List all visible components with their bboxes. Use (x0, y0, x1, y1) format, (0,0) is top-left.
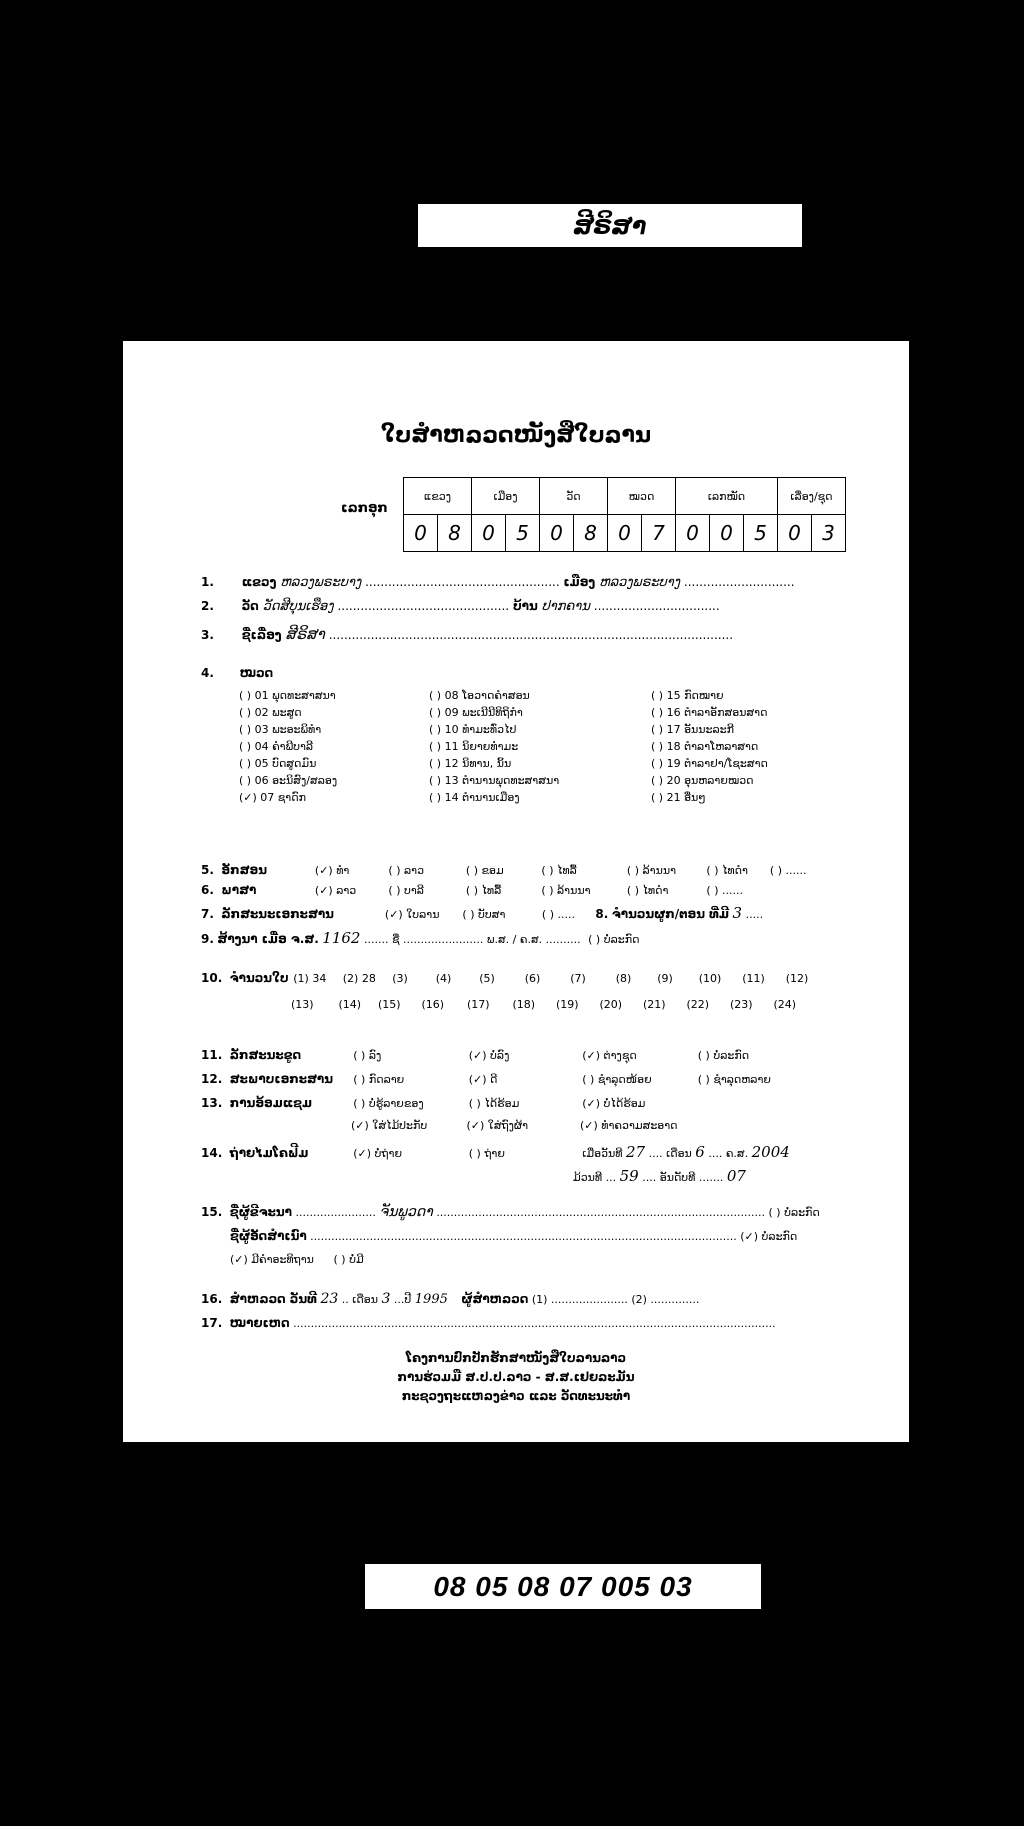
ref-digit: 0 (472, 515, 506, 552)
category-option[interactable]: ( ) 19 ຕຳລາຢາ/ໂຊະສາດ (651, 757, 768, 770)
language-option[interactable]: ( ) ...... (706, 884, 743, 897)
field-microfilm-row: 14. ຖ່າຍໄມໂຄຟີມ (✓) ບໍ່ຖ່າຍ ( ) ຖ່າຍ ເມື່ອວັນທີ 27 .... ເດືອນ 6 .... ຄ.ສ. 2004 (201, 1143, 790, 1161)
field-value: ປາກຄານ (541, 599, 590, 614)
field-label: ຊື່ຜູ້ຂີຈະນາ (229, 1205, 292, 1219)
surveyor-2: (2) .............. (631, 1293, 700, 1306)
survey-year: 1995 (414, 1292, 448, 1307)
field-label: ໝາຍເຫດ (229, 1316, 290, 1330)
leaf-count: (24) (773, 998, 797, 1011)
field-number: 4. (201, 666, 214, 680)
category-option[interactable]: ( ) 04 ຄຳພີບາລີ (239, 740, 314, 753)
field-number: 13. (201, 1096, 223, 1110)
dotted-line: ................................................... (365, 575, 560, 589)
script-option[interactable]: ( ) ຂອມ (465, 864, 504, 877)
field-label: ຊື່ຜູ້ອັດສຳເນົາ (230, 1229, 307, 1243)
collection-title-label: ສີຣິສາ (418, 204, 802, 247)
category-option[interactable]: ( ) 15 ກົດໝາຍ (651, 689, 724, 702)
footer-project: ໂຄງການປົກປັກຮັກສາໜັງສືໃບລານລາວ (405, 1351, 627, 1365)
microfilm-option[interactable]: (✓) ບໍ່ຖ່າຍ (353, 1147, 403, 1160)
field-donor-row: 15. ຊື່ຜູ້ຂີຈະນາ ....................... ຈັນພູວດາ .............................................................................................. ( ) ບໍ່ລະກົດ (201, 1204, 820, 1220)
leaf-count: (4) (435, 972, 452, 985)
microfilm-roll: 59 (619, 1167, 639, 1185)
ref-digit: 0 (676, 515, 710, 552)
leaf-count: (2) 28 (342, 972, 376, 985)
field-label: ລັກສະນະເອກະສານ (221, 907, 334, 921)
field-number: 15. (201, 1205, 223, 1219)
ref-header: ເມືອງ (472, 478, 540, 515)
field-label: ແຂວງ (241, 575, 277, 589)
preservation-option[interactable]: (✓) ບໍ່ໄດ້ຮ້ອມ (582, 1097, 646, 1110)
ref-digit: 5 (744, 515, 778, 552)
field-label: ອັກສອນ (221, 863, 267, 877)
field-category-row (201, 666, 273, 680)
field-label: ມ້ວນທີ (573, 1171, 603, 1184)
field-label: ລັກສະນະຂູດ (229, 1048, 302, 1062)
field-value: ຫລວງພຣະບາງ (599, 575, 681, 590)
dotted-line: ..... (745, 908, 764, 921)
leaf-count: (20) (599, 998, 623, 1011)
ref-digit: 5 (506, 515, 540, 552)
field-value: ຫລວງພຣະບາງ (280, 575, 362, 590)
field-number: 6. (201, 883, 214, 897)
script-option[interactable]: ( ) ໄທລື້ (541, 864, 577, 877)
field-value: 1162 (322, 929, 361, 947)
field-copyist-row: ຊື່ຜູ້ອັດສຳເນົາ .......................................................................................................................... (✓) ບໍ່ລະກົດ (230, 1229, 798, 1243)
field-preservation-row (201, 1096, 645, 1110)
category-option[interactable]: ( ) 11 ນິຍາຍທຳມະ (429, 740, 519, 753)
field-label: ການອ້ອມແຊມ (229, 1096, 313, 1110)
leaf-count: (18) (512, 998, 536, 1011)
field-script-row (201, 863, 806, 877)
field-label: ສຳຫລວດ ວັນທີ (229, 1292, 317, 1306)
language-option[interactable]: ( ) ບາລີ (388, 884, 424, 897)
ref-header: ໝວດ (608, 478, 676, 515)
field-label: ເມື່ອວັນທີ (582, 1147, 623, 1160)
footer-cooperation: ການຮ່ວມມື ສ.ປ.ປ.ລາວ - ສ.ສ.ເຢຍລະມັນ (397, 1370, 635, 1384)
field-notes-row: 17. ໝາຍເຫດ .......................................................................................................................................... (201, 1316, 776, 1330)
leaf-count: (8) (615, 972, 632, 985)
field-label: ພາສາ (221, 883, 257, 897)
category-option[interactable]: ( ) 06 ອະນິສົງ/ສລອງ (239, 774, 338, 787)
field-number: 2. (201, 599, 214, 613)
ref-header: ວັດ (540, 478, 608, 515)
field-label: ຄ.ສ. (725, 1147, 749, 1160)
dotted-line: ................................. (593, 599, 720, 613)
field-number: 12. (201, 1072, 223, 1086)
field-number: 7. (201, 907, 214, 921)
field-province-row (201, 575, 795, 590)
ref-header: ແຂວງ (404, 478, 472, 515)
script-option[interactable]: (✓) ທຳ (314, 864, 350, 877)
condition-option[interactable]: ( ) ຊຳລຸດຫລາຍ (697, 1073, 771, 1086)
field-label: ຈຳນວນຜູກ/ຕອນ ທີ່ມີ (611, 907, 730, 921)
field-number: 14. (201, 1146, 223, 1160)
microfilm-month: 6 (695, 1143, 705, 1161)
category-option[interactable]: ( ) 20 ອຸນຫລາຍໝວດ (651, 774, 754, 787)
binding-option[interactable]: ( ) ບໍ່ລະກົດ (697, 1049, 750, 1062)
condition-option[interactable]: ( ) ຊຳລຸດໜ້ອຍ (582, 1073, 652, 1086)
field-condition-row (201, 1072, 771, 1086)
field-label: ຊື່ເລື່ອງ (241, 628, 282, 642)
category-option[interactable]: ( ) 13 ຕຳນານພຸດທະສາສນາ (429, 774, 560, 787)
language-option[interactable]: ( ) ໄທດຳ (626, 884, 669, 897)
category-option[interactable]: ( ) 03 ພະອະພິທຳ (239, 723, 322, 736)
leaf-count: (19) (556, 998, 579, 1011)
leaf-count: (10) (698, 972, 722, 985)
field-value: ສີຣິສາ (285, 625, 325, 643)
field-label: ອັນດັບທີ (659, 1171, 696, 1184)
language-option[interactable]: ( ) ລ້ານນາ (541, 884, 591, 897)
field-survey-row: 16. ສຳຫລວດ ວັນທີ 23 .. ເດືອນ 3 ...ປີ 1995 ຜູ້ສຳຫລວດ (1) ...................... (2) .............. (201, 1291, 700, 1307)
material-option[interactable]: ( ) ..... (541, 908, 575, 921)
language-option[interactable]: ( ) ໄທລື້ (465, 884, 502, 897)
preservation-option[interactable]: (✓) ໃສ່ໄມ້ປະກັບ (351, 1119, 428, 1132)
field-number: 8. (595, 907, 609, 921)
field-label: ຖ່າຍໄມໂຄຟີມ (229, 1146, 309, 1160)
leaf-count: (23) (730, 998, 753, 1011)
field-option[interactable]: (✓) ບໍ່ລະກົດ (740, 1230, 798, 1243)
microfilm-year: 2004 (751, 1143, 790, 1161)
field-number: 16. (201, 1292, 223, 1306)
script-option[interactable]: ( ) ລາວ (388, 864, 425, 877)
category-option[interactable]: ( ) 09 ພະເນີນີທິຖິກຳ (429, 706, 523, 719)
category-option[interactable]: (✓) 07 ຊາດົກ (239, 791, 306, 804)
prayer-option[interactable]: (✓) ມີຄຳອະທິຖານ (230, 1253, 314, 1266)
category-option[interactable]: ( ) 05 ບົດສູດມົນ (239, 757, 317, 770)
field-label: ເດືອນ (352, 1293, 378, 1306)
leaf-count: (14) (338, 998, 362, 1011)
field-option[interactable]: ( ) ບໍ່ລະກົດ (588, 933, 640, 946)
field-temple-row (201, 599, 720, 614)
field-label: ຈຳນວນໃບ (229, 971, 289, 985)
binding-option[interactable]: ( ) ລົງ (353, 1049, 382, 1062)
field-leaves-row-2 (291, 998, 796, 1011)
leaf-count: (21) (643, 998, 666, 1011)
ref-digit: 0 (404, 515, 438, 552)
survey-form-sheet (123, 341, 909, 1442)
footer-ministry: ກະຊວງຖະແຫລງຂ່າວ ແລະ ວັດທະນະທຳ (401, 1389, 631, 1403)
category-option[interactable]: ( ) 18 ຕຳລາໂຫລາສາດ (651, 740, 759, 753)
survey-month: 3 (381, 1291, 391, 1307)
field-label: ເມືອງ (563, 575, 596, 589)
category-option[interactable]: ( ) 02 ພະສູດ (239, 706, 302, 719)
dotted-line: .......................................................................................................... (328, 628, 734, 642)
leaf-count: (1) 34 (293, 972, 327, 985)
field-prayer-row (230, 1253, 364, 1266)
binding-option[interactable]: (✓) ບໍ່ລົງ (468, 1049, 510, 1062)
field-label: ເດືອນ (666, 1147, 692, 1160)
field-number: 11. (201, 1048, 223, 1062)
category-option[interactable]: ( ) 01 ພຸດທະສາສນາ (239, 689, 336, 702)
category-option[interactable]: ( ) 17 ອັນນະລະກີ (651, 723, 734, 736)
field-language-row (201, 883, 743, 897)
ref-digit: 0 (540, 515, 574, 552)
ref-digit: 8 (574, 515, 608, 552)
field-label: ບ້ານ (512, 599, 538, 613)
category-option[interactable]: ( ) 14 ຕຳນານເມືອງ (429, 791, 520, 804)
field-number: 9. (201, 932, 214, 946)
field-label: ສະພາບເອກະສານ (229, 1072, 333, 1086)
script-option[interactable]: ( ) ໄທດຳ (706, 864, 748, 877)
field-label: ສ້າງນາ ເມື່ອ ຈ.ສ. (217, 932, 319, 946)
preservation-option[interactable]: (✓) ໃສ່ຖົງຜ້າ (466, 1119, 529, 1132)
survey-day: 23 (320, 1291, 339, 1307)
leaf-count: (13) (291, 998, 314, 1011)
form-footer (123, 1349, 909, 1406)
field-number: 1. (201, 575, 214, 589)
leaf-count: (9) (657, 972, 673, 985)
reference-number-label: 08 05 08 07 005 03 (365, 1564, 761, 1609)
script-option[interactable]: ( ) ລ້ານນາ (626, 864, 676, 877)
ref-number-grid (403, 477, 846, 552)
leaf-count: (3) (392, 972, 408, 985)
field-binding-row (201, 1048, 749, 1062)
category-option[interactable]: ( ) 21 ອື່ນໆ (651, 791, 706, 804)
field-created-row (201, 929, 639, 947)
prayer-option[interactable]: ( ) ບໍ່ມີ (333, 1253, 364, 1266)
ref-digit: 0 (608, 515, 642, 552)
field-title-row (201, 625, 733, 643)
category-option[interactable]: ( ) 10 ທຳມະທົ່ວໄປ (429, 723, 517, 736)
condition-option[interactable]: ( ) ກົດລາຍ (353, 1073, 405, 1086)
leaf-count: (15) (378, 998, 401, 1011)
preservation-option[interactable]: ( ) ບໍ່ຮູ້ລາຍຂອງ (353, 1097, 424, 1110)
leaf-count: (12) (785, 972, 809, 985)
ref-digit: 0 (710, 515, 744, 552)
field-number: 5. (201, 863, 214, 877)
category-option[interactable]: ( ) 12 ນິທານ, ນິ້ນ (429, 757, 512, 770)
ref-header: ເລື່ອງ/ຊຸດ (778, 478, 846, 515)
field-option[interactable]: ( ) ບໍ່ລະກົດ (768, 1206, 820, 1219)
field-value: 3 (732, 904, 743, 922)
category-options (239, 689, 819, 804)
field-leaves-row (201, 971, 808, 985)
binding-option[interactable]: (✓) ຕ່າງຊຸດ (582, 1049, 637, 1062)
script-option[interactable]: ( ) ...... (769, 864, 807, 877)
ref-number-label: ເລກອຸກ (341, 501, 388, 516)
leaf-count: (5) (479, 972, 495, 985)
field-number: 17. (201, 1316, 223, 1330)
field-number: 3. (201, 628, 214, 642)
preservation-option[interactable]: ( ) ໄດ້ຮ້ອມ (468, 1097, 520, 1110)
ref-digit: 0 (778, 515, 812, 552)
field-label: ຜູ້ສຳຫລວດ (461, 1292, 529, 1306)
ref-digit: 3 (812, 515, 846, 552)
field-number: 10. (201, 971, 223, 985)
leaf-count: (7) (570, 972, 586, 985)
dotted-line: ............................. (683, 575, 795, 589)
dotted-line: ....... (363, 933, 389, 946)
preservation-option[interactable]: (✓) ທຳຄວາມສະອາດ (580, 1119, 678, 1132)
leaf-count: (22) (686, 998, 710, 1011)
category-option[interactable]: ( ) 08 ໂອວາດຄຳສອນ (429, 689, 530, 702)
field-text: ຊື່ ....................... ພ.ສ. / ຄ.ສ. .......... (391, 933, 581, 946)
leaf-count: (17) (467, 998, 490, 1011)
leaf-count: (6) (524, 972, 541, 985)
material-option[interactable]: (✓) ໃບລານ (384, 908, 440, 921)
language-option[interactable]: (✓) ລາວ (314, 884, 357, 897)
microfilm-order: 07 (726, 1167, 746, 1185)
field-preservation-row-2 (351, 1119, 678, 1132)
surveyor-1: (1) ...................... (531, 1293, 628, 1306)
field-microfilm-row-2: ມ້ວນທີ ... 59 .... ອັນດັບທີ ....... 07 (573, 1167, 746, 1185)
form-title: ໃບສຳຫລວດໜັງສືໃບລານ (380, 423, 652, 448)
field-label: ໝວດ (239, 666, 274, 680)
dotted-line: ............................................. (337, 599, 510, 613)
ref-header: ເລກໝັດ (676, 478, 778, 515)
leaf-count: (16) (421, 998, 445, 1011)
material-option[interactable]: ( ) ບັບສາ (462, 908, 506, 921)
microfilm-day: 27 (625, 1143, 646, 1161)
ref-digit: 7 (642, 515, 676, 552)
field-label: ວັດ (241, 599, 259, 613)
field-value: ວັດສີບຸນເຮືອງ (262, 599, 334, 614)
ref-digit: 8 (438, 515, 472, 552)
microfilm-option[interactable]: ( ) ຖ່າຍ (468, 1147, 505, 1160)
field-value: ຈັນພູວດາ (379, 1204, 433, 1220)
category-option[interactable]: ( ) 16 ຕຳລາອັກສອນສາດ (651, 706, 768, 719)
leaf-count: (11) (742, 972, 765, 985)
field-material-row (201, 904, 763, 922)
condition-option[interactable]: (✓) ດີ (468, 1073, 498, 1086)
